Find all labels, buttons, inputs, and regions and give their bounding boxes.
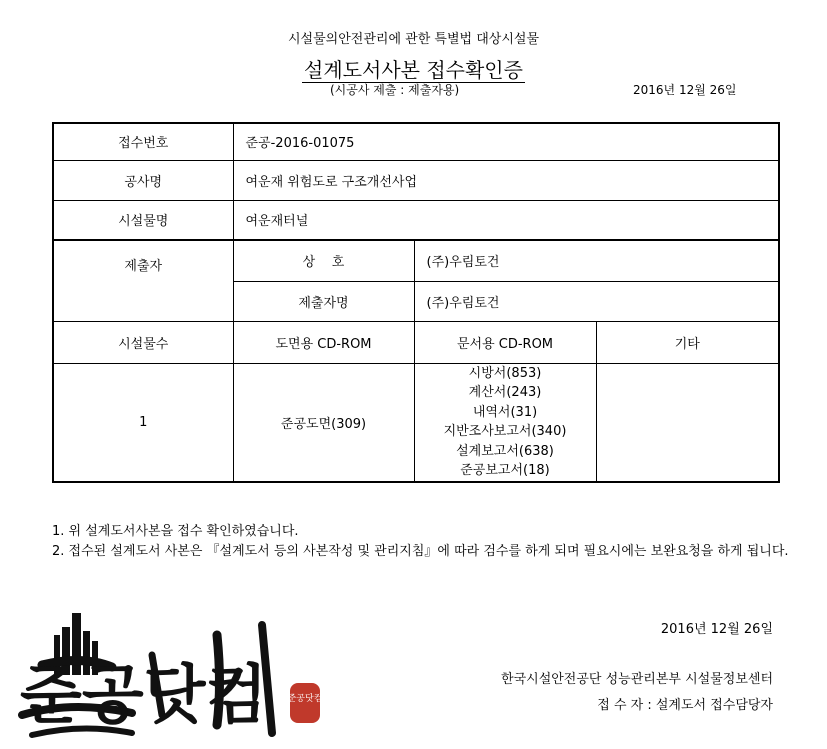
drawing-cd-label: 도면용 CD-ROM — [233, 321, 414, 363]
receipt-no-value: 준공-2016-01075 — [233, 123, 779, 160]
note-1: 1. 위 설계도서사본을 접수 확인하였습니다. — [52, 524, 299, 539]
facility-count-value: 1 — [53, 363, 233, 482]
logo-text: 준공닷컴 — [20, 658, 268, 733]
document-cd-label: 문서용 CD-ROM — [414, 321, 596, 363]
submitter-label: 제출자 — [53, 240, 233, 321]
facility-value: 여운재터널 — [233, 200, 779, 240]
brand-logo-graphic — [12, 605, 332, 745]
receipt-no-label: 접수번호 — [53, 123, 233, 160]
document-item: 계산서(243) — [468, 385, 542, 400]
drawing-cd-value: 준공도면(309) — [233, 363, 414, 482]
etc-label: 기타 — [596, 321, 779, 363]
brand-logo — [12, 605, 332, 745]
receipt-table — [52, 122, 780, 483]
footer-org: 한국시설안전공단 성능관리본부 시설물정보센터 — [501, 672, 773, 687]
document-cd-list — [414, 363, 596, 482]
notes — [52, 522, 792, 562]
document-item: 시방서(853) — [468, 365, 542, 381]
facility-count-label: 시설물수 — [53, 321, 233, 363]
project-value: 여운재 위험도로 구조개선사업 — [233, 160, 779, 200]
document-item: 지반조사보고서(340) — [443, 424, 567, 439]
seal-text: 준공닷컴 — [287, 694, 323, 704]
submitter-name-label: 제출자명 — [233, 281, 414, 321]
submission-type: (시공사 제출 : 제출자용) — [330, 83, 460, 97]
form-subtitle: 시설물의안전관리에 관한 특별법 대상시설물 — [288, 32, 539, 47]
document-item: 준공보고서(18) — [460, 463, 550, 478]
footer-receiver: 접 수 자 : 설계도서 접수담당자 — [597, 698, 773, 713]
facility-label: 시설물명 — [53, 200, 233, 240]
submitter-name-value: (주)우림토건 — [414, 281, 779, 321]
form-title — [0, 54, 827, 83]
footer-date: 2016년 12월 26일 — [660, 622, 773, 637]
form-title-text: 설계도서사본 접수확인증 — [304, 58, 523, 82]
document-item: 설계보고서(638) — [456, 443, 554, 459]
document-item: 내역서(31) — [472, 404, 538, 420]
project-label: 공사명 — [53, 160, 233, 200]
red-seal — [288, 683, 323, 723]
company-label: 상 호 — [233, 240, 414, 281]
company-value: (주)우림토건 — [414, 240, 779, 281]
note-2: 2. 접수된 설계도서 사본은 『설계도서 등의 사본작성 및 관리지침』에 따라 검수를 하게 되며 필요시에는 보완요청을 하게 됩니다. — [52, 544, 789, 559]
etc-value — [596, 363, 779, 482]
issue-date: 2016년 12월 26일 — [633, 83, 737, 97]
